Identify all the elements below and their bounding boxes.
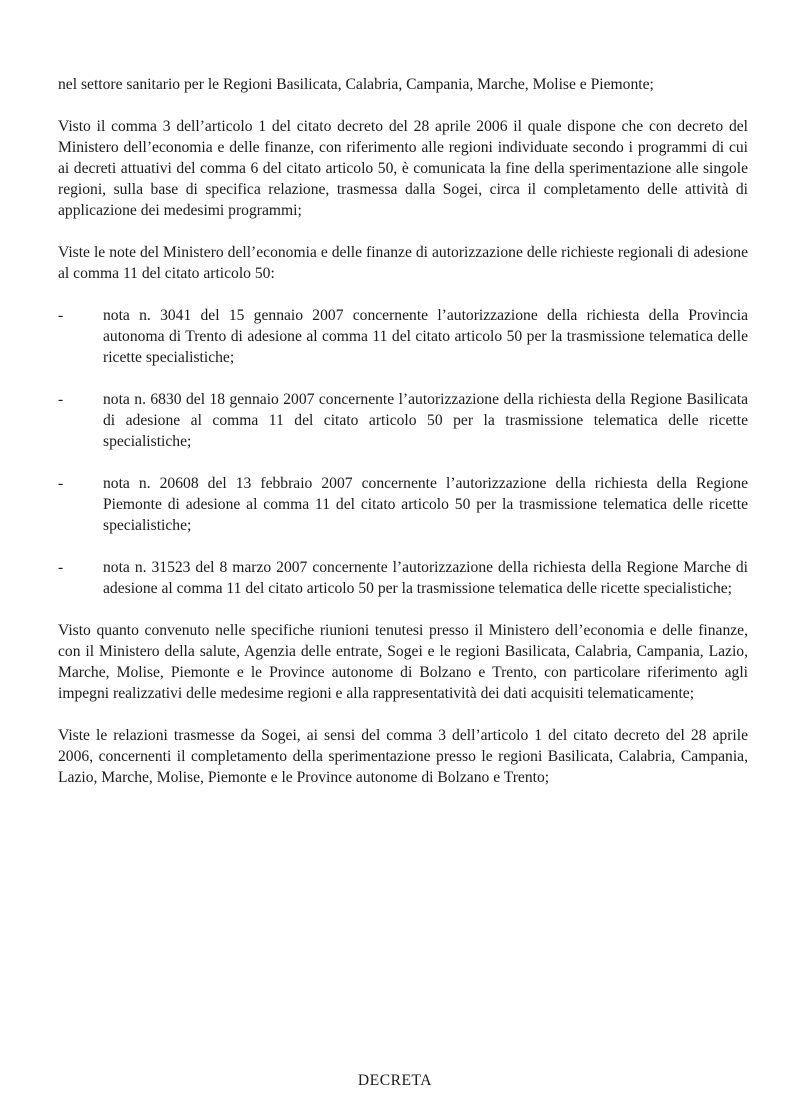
decreta-heading: DECRETA [357,1072,433,1089]
paragraph-viste-note: Viste le note del Ministero dell’economia e delle finanze di autorizzazione delle richieste regionali di adesione al comma 11 del citato articolo 50: [58,244,748,282]
document-page [58,74,748,809]
list-dash: - [58,559,64,576]
note-text: nota n. 20608 del 13 febbraio 2007 concernente l’autorizzazione della richiesta della Regione Piemonte di adesione al comma 11 del citato articolo 50 per la trasmissione telematica delle ricette specialistiche; [103,475,748,534]
note-text: nota n. 31523 del 8 marzo 2007 concernente l’autorizzazione della richiesta della Regione Marche di adesione al comma 11 del citato articolo 50 per la trasmissione telematica delle ricette specialistiche; [103,559,748,597]
list-item [58,557,748,599]
list-dash: - [58,475,64,492]
list-dash: - [58,307,64,324]
note-list [58,305,748,599]
paragraph-visto-quanto-convenuto: Visto quanto convenuto nelle specifiche riunioni tenutesi presso il Ministero dell’economia e delle finanze, con il Ministero della salute, Agenzia delle entrate, Sogei e le regioni Basilicata, Calabria, Campania, Lazio, Marche, Molise, Piemonte e le Province autonome di Bolzano e Trento, con particolare riferimento agli impegni realizzativi delle medesime regioni e alla rappresentatività dei dati acquisiti telematicamente; [58,622,748,702]
paragraph-settore-sanitario: nel settore sanitario per le Regioni Basilicata, Calabria, Campania, Marche, Molise e Piemonte; [58,76,654,93]
list-dash: - [58,391,64,408]
note-text: nota n. 6830 del 18 gennaio 2007 concernente l’autorizzazione della richiesta della Regione Basilicata di adesione al comma 11 del citato articolo 50 per la trasmissione telematica delle ricette specialistiche; [103,391,748,450]
list-item [58,389,748,452]
paragraph-visto-comma-3: Visto il comma 3 dell’articolo 1 del citato decreto del 28 aprile 2006 il quale dispone che con decreto del Ministero dell’economia e delle finanze, con riferimento alle regioni individuate secondo i programmi di cui ai decreti attuativi del comma 6 del citato articolo 50, è comunicata la fine della sperimentazione alle singole regioni, sulla base di specifica relazione, trasmessa dalla Sogei, circa il completamento delle attività di applicazione dei medesimi programmi; [58,118,748,219]
list-item [58,473,748,536]
paragraph-viste-relazioni: Viste le relazioni trasmesse da Sogei, ai sensi del comma 3 dell’articolo 1 del citato decreto del 28 aprile 2006, concernenti il completamento della sperimentazione presso le regioni Basilicata, Calabria, Campania, Lazio, Marche, Molise, Piemonte e le Province autonome di Bolzano e Trento; [58,727,748,786]
list-item [58,305,748,368]
note-text: nota n. 3041 del 15 gennaio 2007 concernente l’autorizzazione della richiesta della Provincia autonoma di Trento di adesione al comma 11 del citato articolo 50 per la trasmissione telematica delle ricette specialistiche; [103,307,748,366]
